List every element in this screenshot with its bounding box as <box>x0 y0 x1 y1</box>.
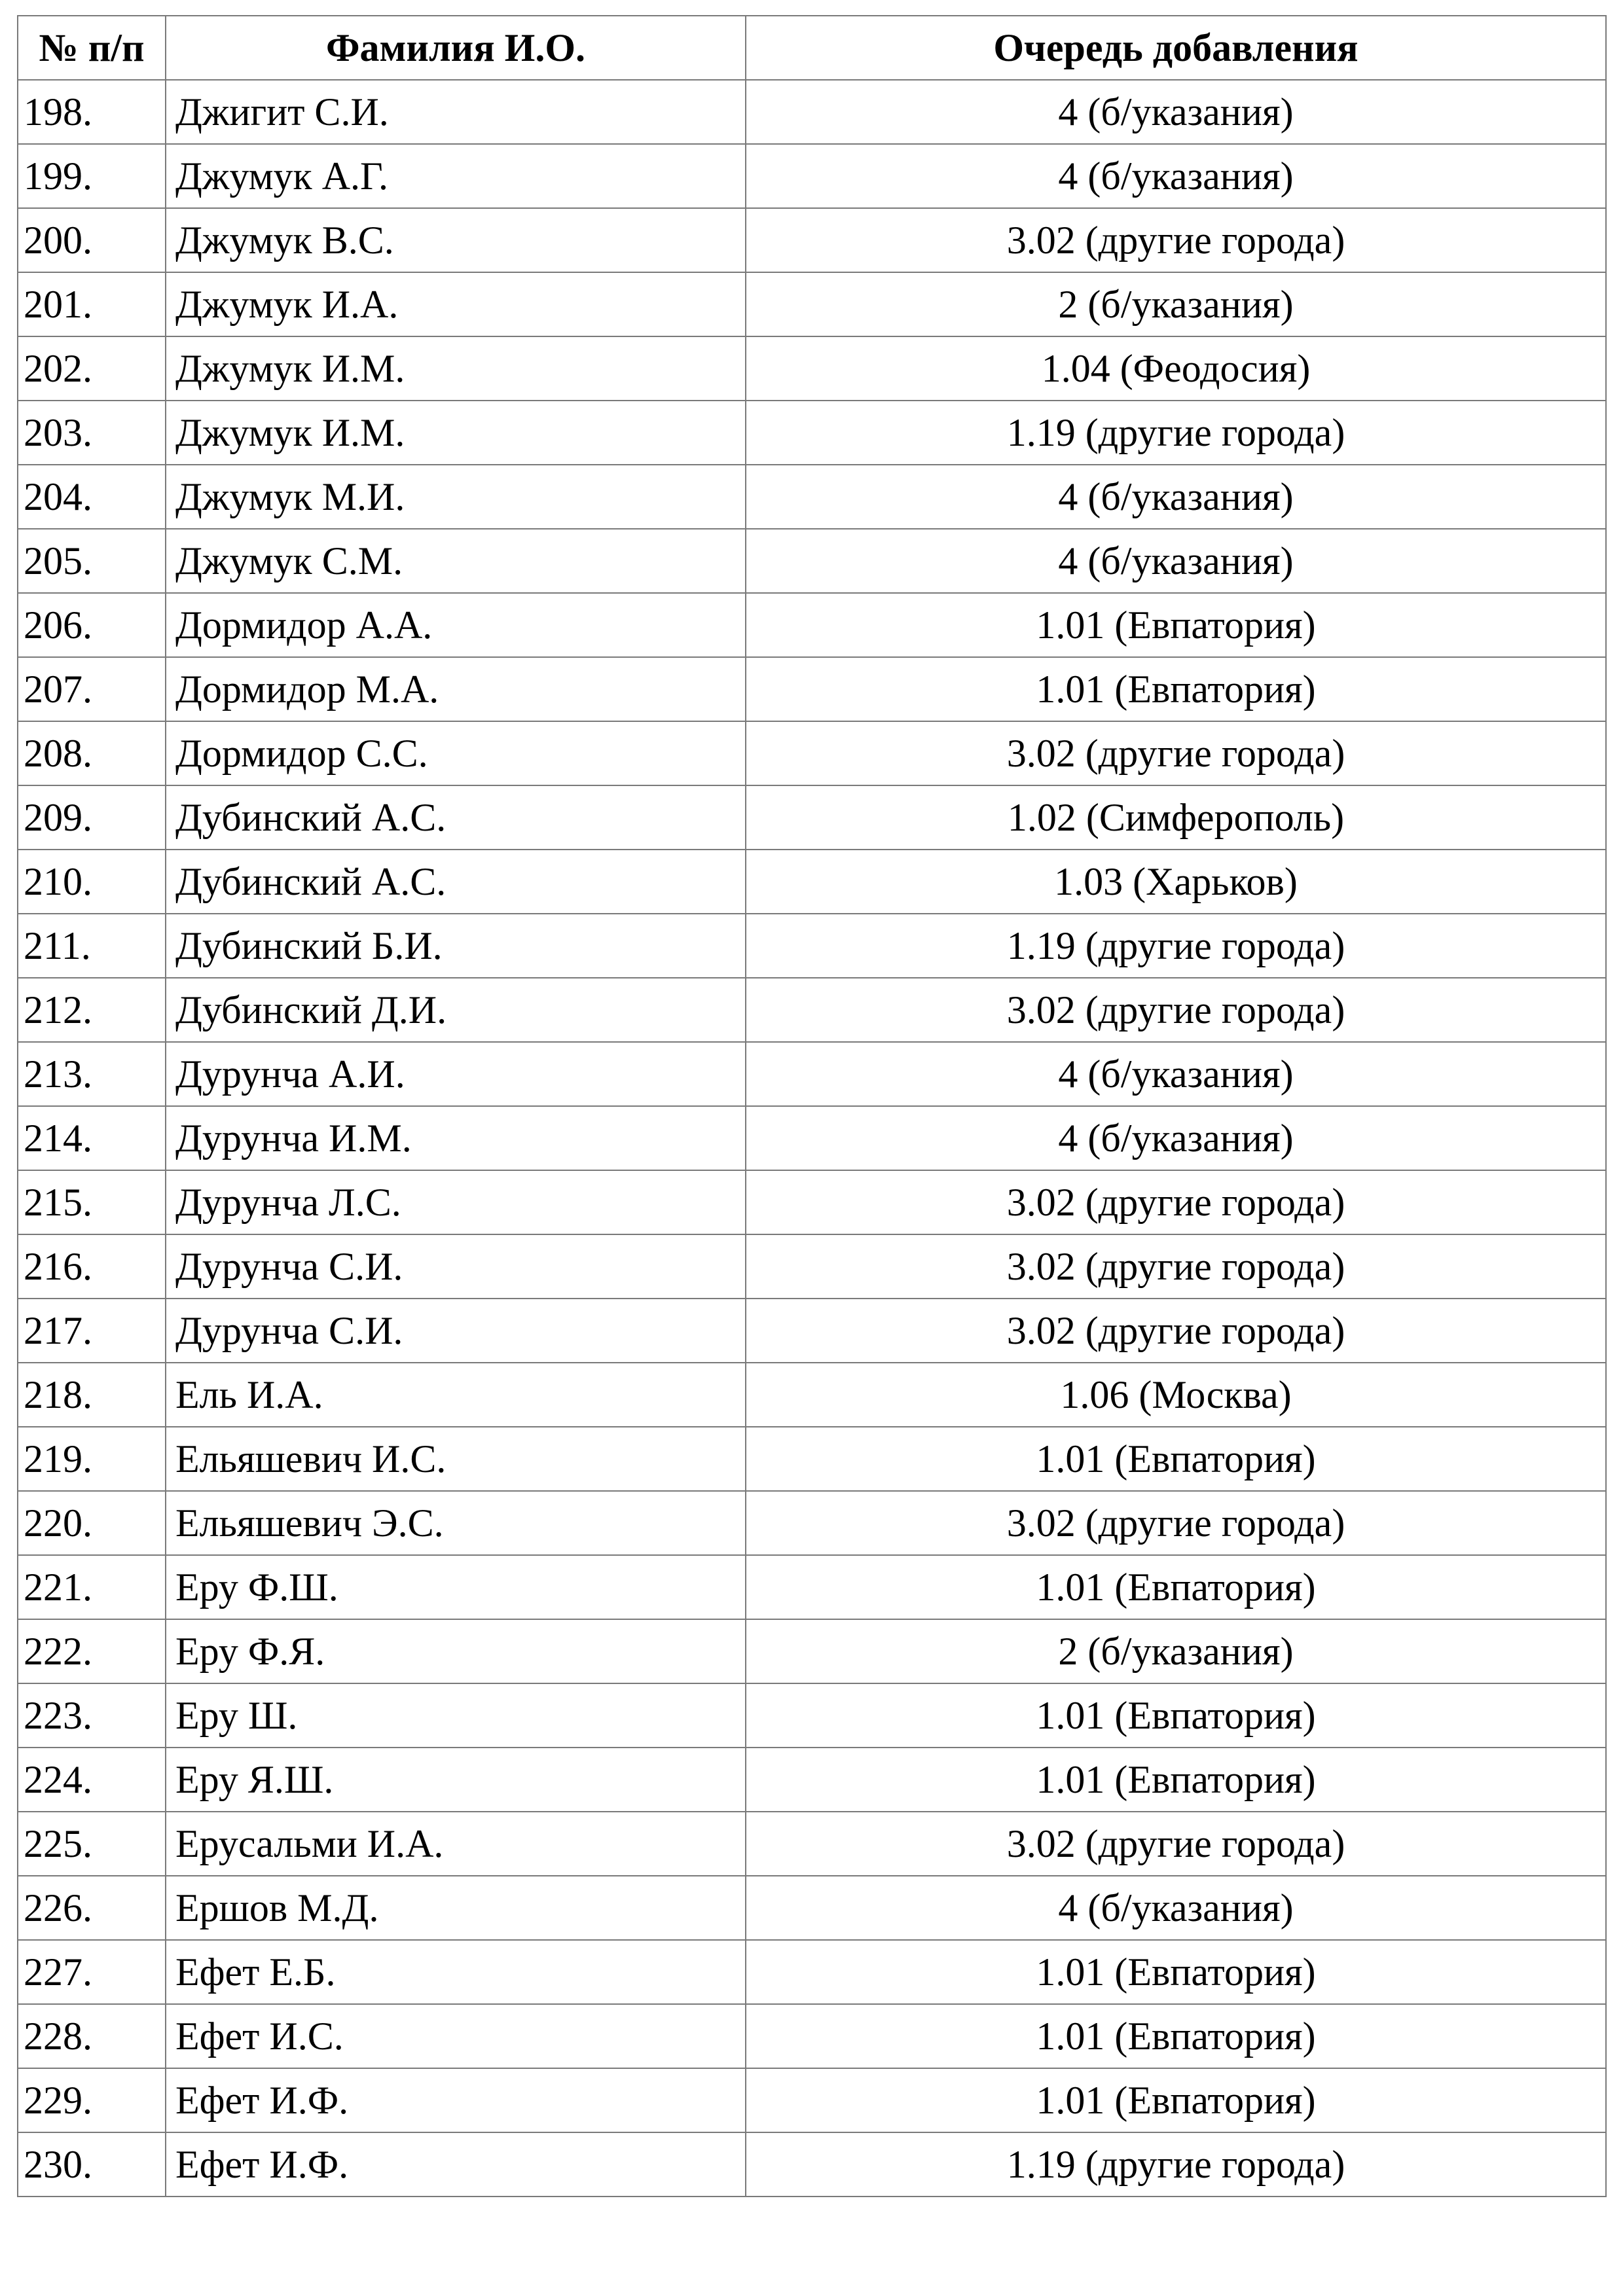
row-queue-cell: 4 (б/указания) <box>746 1042 1606 1106</box>
row-number-cell: 209. <box>18 785 166 850</box>
table-row <box>18 272 1606 336</box>
table-row <box>18 850 1606 914</box>
row-number-cell: 215. <box>18 1170 166 1234</box>
header-queue: Очередь добавления <box>746 16 1606 80</box>
table-row <box>18 465 1606 529</box>
row-name-cell: Ефет И.Ф. <box>166 2068 746 2132</box>
row-queue-cell: 1.02 (Симферополь) <box>746 785 1606 850</box>
row-name-cell: Ерусальми И.А. <box>166 1812 746 1876</box>
row-name-cell: Дубинский Б.И. <box>166 914 746 978</box>
row-number-cell: 214. <box>18 1106 166 1170</box>
row-queue-cell: 1.19 (другие города) <box>746 914 1606 978</box>
row-name-cell: Дурунча С.И. <box>166 1234 746 1299</box>
row-number-cell: 204. <box>18 465 166 529</box>
row-number-cell: 212. <box>18 978 166 1042</box>
row-queue-cell: 3.02 (другие города) <box>746 1299 1606 1363</box>
row-name-cell: Дурунча Л.С. <box>166 1170 746 1234</box>
row-queue-cell: 1.04 (Феодосия) <box>746 336 1606 401</box>
row-queue-cell: 1.01 (Евпатория) <box>746 1683 1606 1748</box>
table-row <box>18 208 1606 272</box>
table-row <box>18 1363 1606 1427</box>
row-queue-cell: 4 (б/указания) <box>746 1106 1606 1170</box>
row-queue-cell: 4 (б/указания) <box>746 1876 1606 1940</box>
row-number-cell: 199. <box>18 144 166 208</box>
row-name-cell: Дормидор А.А. <box>166 593 746 657</box>
row-queue-cell: 1.19 (другие города) <box>746 2132 1606 2197</box>
table-row <box>18 914 1606 978</box>
row-number-cell: 210. <box>18 850 166 914</box>
row-name-cell: Джумук А.Г. <box>166 144 746 208</box>
table-row <box>18 785 1606 850</box>
row-number-cell: 221. <box>18 1555 166 1619</box>
row-name-cell: Джумук В.С. <box>166 208 746 272</box>
table-row <box>18 978 1606 1042</box>
row-name-cell: Ершов М.Д. <box>166 1876 746 1940</box>
header-name: Фамилия И.О. <box>166 16 746 80</box>
row-number-cell: 225. <box>18 1812 166 1876</box>
table-row <box>18 721 1606 785</box>
table-row <box>18 144 1606 208</box>
row-number-cell: 230. <box>18 2132 166 2197</box>
row-queue-cell: 3.02 (другие города) <box>746 978 1606 1042</box>
row-queue-cell: 3.02 (другие города) <box>746 721 1606 785</box>
row-name-cell: Ельяшевич Э.С. <box>166 1491 746 1555</box>
row-name-cell: Дурунча А.И. <box>166 1042 746 1106</box>
row-number-cell: 201. <box>18 272 166 336</box>
table-row <box>18 1042 1606 1106</box>
row-name-cell: Ельяшевич И.С. <box>166 1427 746 1491</box>
table-row <box>18 593 1606 657</box>
row-name-cell: Ефет И.С. <box>166 2004 746 2068</box>
row-number-cell: 207. <box>18 657 166 721</box>
header-row <box>18 16 1606 80</box>
records-table <box>17 15 1607 2197</box>
table-row <box>18 2068 1606 2132</box>
row-name-cell: Ефет И.Ф. <box>166 2132 746 2197</box>
row-name-cell: Джумук М.И. <box>166 465 746 529</box>
table-row <box>18 1299 1606 1363</box>
row-queue-cell: 4 (б/указания) <box>746 80 1606 144</box>
row-number-cell: 218. <box>18 1363 166 1427</box>
row-number-cell: 206. <box>18 593 166 657</box>
row-queue-cell: 1.01 (Евпатория) <box>746 593 1606 657</box>
row-queue-cell: 1.01 (Евпатория) <box>746 2004 1606 2068</box>
row-name-cell: Ель И.А. <box>166 1363 746 1427</box>
row-name-cell: Дурунча И.М. <box>166 1106 746 1170</box>
table-row <box>18 1812 1606 1876</box>
row-queue-cell: 1.01 (Евпатория) <box>746 1748 1606 1812</box>
row-name-cell: Дубинский А.С. <box>166 785 746 850</box>
row-queue-cell: 1.06 (Москва) <box>746 1363 1606 1427</box>
row-number-cell: 217. <box>18 1299 166 1363</box>
table-row <box>18 1491 1606 1555</box>
row-number-cell: 227. <box>18 1940 166 2004</box>
row-queue-cell: 1.01 (Евпатория) <box>746 2068 1606 2132</box>
row-queue-cell: 3.02 (другие города) <box>746 1491 1606 1555</box>
row-number-cell: 223. <box>18 1683 166 1748</box>
table-row <box>18 1876 1606 1940</box>
row-number-cell: 203. <box>18 401 166 465</box>
row-number-cell: 208. <box>18 721 166 785</box>
row-name-cell: Дурунча С.И. <box>166 1299 746 1363</box>
row-name-cell: Еру Ш. <box>166 1683 746 1748</box>
row-queue-cell: 2 (б/указания) <box>746 272 1606 336</box>
row-number-cell: 226. <box>18 1876 166 1940</box>
row-queue-cell: 3.02 (другие города) <box>746 208 1606 272</box>
table-row <box>18 1427 1606 1491</box>
row-number-cell: 220. <box>18 1491 166 1555</box>
row-number-cell: 229. <box>18 2068 166 2132</box>
table-row <box>18 2132 1606 2197</box>
table-row <box>18 657 1606 721</box>
header-number: № п/п <box>18 16 166 80</box>
row-number-cell: 213. <box>18 1042 166 1106</box>
row-queue-cell: 4 (б/указания) <box>746 144 1606 208</box>
table-row <box>18 1555 1606 1619</box>
row-queue-cell: 1.19 (другие города) <box>746 401 1606 465</box>
table-row <box>18 1619 1606 1683</box>
row-number-cell: 200. <box>18 208 166 272</box>
table-row <box>18 401 1606 465</box>
row-number-cell: 222. <box>18 1619 166 1683</box>
row-name-cell: Джумук И.М. <box>166 336 746 401</box>
row-name-cell: Дубинский А.С. <box>166 850 746 914</box>
table-body <box>18 80 1606 2197</box>
row-number-cell: 224. <box>18 1748 166 1812</box>
row-queue-cell: 1.03 (Харьков) <box>746 850 1606 914</box>
row-number-cell: 198. <box>18 80 166 144</box>
row-queue-cell: 1.01 (Евпатория) <box>746 1427 1606 1491</box>
row-name-cell: Ефет Е.Б. <box>166 1940 746 2004</box>
row-name-cell: Джумук И.А. <box>166 272 746 336</box>
table-row <box>18 1106 1606 1170</box>
row-queue-cell: 3.02 (другие города) <box>746 1170 1606 1234</box>
table-row <box>18 1748 1606 1812</box>
row-queue-cell: 1.01 (Евпатория) <box>746 1555 1606 1619</box>
table-row <box>18 1683 1606 1748</box>
row-queue-cell: 3.02 (другие города) <box>746 1812 1606 1876</box>
row-queue-cell: 2 (б/указания) <box>746 1619 1606 1683</box>
row-queue-cell: 1.01 (Евпатория) <box>746 657 1606 721</box>
table-row <box>18 1940 1606 2004</box>
row-name-cell: Дубинский Д.И. <box>166 978 746 1042</box>
table-row <box>18 2004 1606 2068</box>
table-row <box>18 1170 1606 1234</box>
row-name-cell: Еру Ф.Ш. <box>166 1555 746 1619</box>
row-queue-cell: 4 (б/указания) <box>746 529 1606 593</box>
row-name-cell: Джумук И.М. <box>166 401 746 465</box>
row-name-cell: Еру Ф.Я. <box>166 1619 746 1683</box>
table-row <box>18 336 1606 401</box>
table-row <box>18 80 1606 144</box>
row-number-cell: 216. <box>18 1234 166 1299</box>
row-number-cell: 219. <box>18 1427 166 1491</box>
row-name-cell: Дормидор М.А. <box>166 657 746 721</box>
row-queue-cell: 1.01 (Евпатория) <box>746 1940 1606 2004</box>
row-queue-cell: 4 (б/указания) <box>746 465 1606 529</box>
row-number-cell: 205. <box>18 529 166 593</box>
row-name-cell: Дормидор С.С. <box>166 721 746 785</box>
row-name-cell: Джигит С.И. <box>166 80 746 144</box>
row-number-cell: 228. <box>18 2004 166 2068</box>
table-row <box>18 1234 1606 1299</box>
row-name-cell: Еру Я.Ш. <box>166 1748 746 1812</box>
row-queue-cell: 3.02 (другие города) <box>746 1234 1606 1299</box>
table-row <box>18 529 1606 593</box>
row-number-cell: 202. <box>18 336 166 401</box>
row-name-cell: Джумук С.М. <box>166 529 746 593</box>
row-number-cell: 211. <box>18 914 166 978</box>
